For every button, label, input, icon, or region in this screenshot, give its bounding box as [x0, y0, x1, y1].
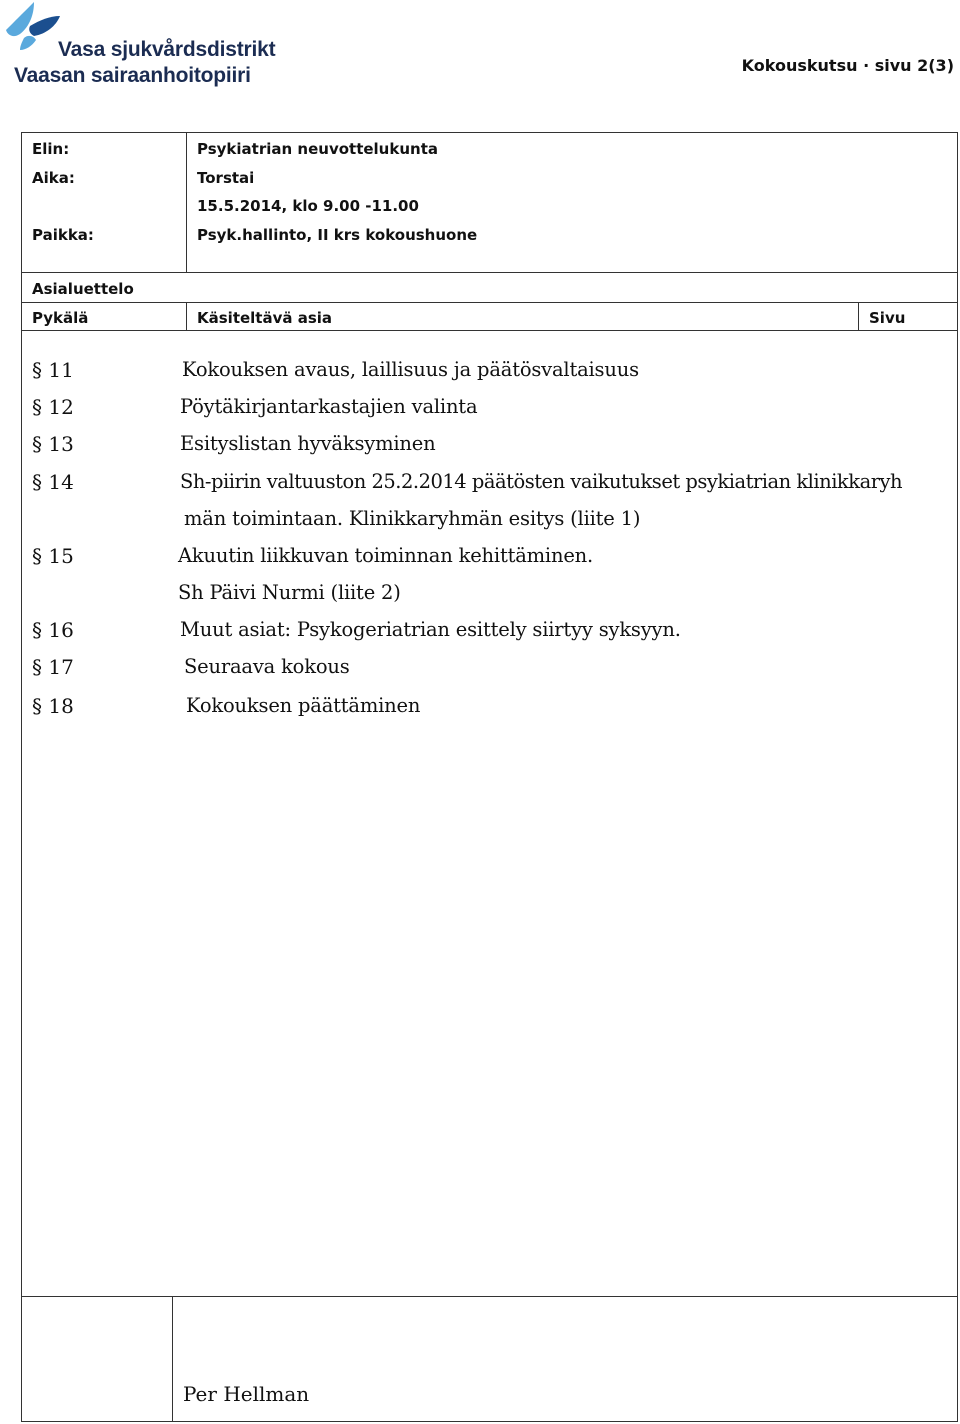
table-divider-title: [21, 302, 958, 303]
agenda-item-number: § 13: [32, 432, 74, 456]
agenda-item-number: § 16: [32, 618, 74, 642]
column-header-page: Sivu: [869, 309, 906, 327]
page-label: Kokouskutsu · sivu 2(3): [741, 56, 954, 75]
agenda-item-text: Sh-piirin valtuuston 25.2.2014 päätösten vaikutukset psykiatrian klinikkaryh: [180, 470, 903, 493]
agenda-item-text: Kokouksen päättäminen: [186, 694, 421, 717]
agenda-item-number: § 14: [32, 470, 74, 494]
signature-column-divider: [172, 1296, 173, 1421]
logo-mark-icon: [0, 0, 60, 50]
page-column-divider: [858, 302, 859, 330]
column-header-section: Pykälä: [32, 309, 89, 327]
item-column-divider: [186, 302, 187, 330]
agenda-item-number: § 15: [32, 544, 74, 568]
agenda-item-text-continuation: Sh Päivi Nurmi (liite 2): [178, 581, 401, 604]
agenda-item-text: Kokouksen avaus, laillisuus ja päätösvaltaisuus: [182, 358, 639, 381]
agenda-item-number: § 17: [32, 655, 74, 679]
logo-text-finnish: Vaasan sairaanhoitopiiri: [14, 64, 251, 87]
paikka-value: Psyk.hallinto, II krs kokoushuone: [197, 226, 478, 244]
agenda-item-text: Seuraava kokous: [184, 655, 350, 678]
agenda-item-text: Akuutin liikkuvan toiminnan kehittäminen.: [178, 544, 594, 567]
column-header-item: Käsiteltävä asia: [197, 309, 333, 327]
table-border-bottom: [21, 1421, 958, 1422]
aika-value-day: Torstai: [197, 169, 255, 187]
agenda-item-text: Pöytäkirjantarkastajien valinta: [180, 395, 478, 418]
header-column-divider: [186, 132, 187, 272]
agenda-item-number: § 18: [32, 694, 74, 718]
table-divider-columns: [21, 330, 958, 331]
paikka-label: Paikka:: [32, 226, 94, 244]
table-border-left: [21, 132, 22, 1422]
signature-name: Per Hellman: [183, 1382, 310, 1406]
organization-logo: [0, 0, 300, 95]
agenda-item-text-continuation: män toimintaan. Klinikkaryhmän esitys (liite 1): [184, 507, 641, 530]
aika-value-time: 15.5.2014, klo 9.00 -11.00: [197, 197, 419, 215]
aika-label: Aika:: [32, 169, 75, 187]
agenda-title: Asialuettelo: [32, 280, 134, 298]
agenda-item-number: § 12: [32, 395, 74, 419]
table-border-top: [21, 132, 958, 133]
elin-value: Psykiatrian neuvottelukunta: [197, 140, 438, 158]
logo-text-swedish: Vasa sjukvårdsdistrikt: [58, 38, 276, 61]
table-divider-header: [21, 272, 958, 273]
agenda-item-text: Muut asiat: Psykogeriatrian esittely siirtyy syksyyn.: [180, 618, 681, 641]
agenda-item-number: § 11: [32, 358, 74, 382]
elin-label: Elin:: [32, 140, 70, 158]
agenda-item-text: Esityslistan hyväksyminen: [180, 432, 436, 455]
table-divider-signature: [21, 1296, 958, 1297]
table-border-right: [957, 132, 958, 1422]
